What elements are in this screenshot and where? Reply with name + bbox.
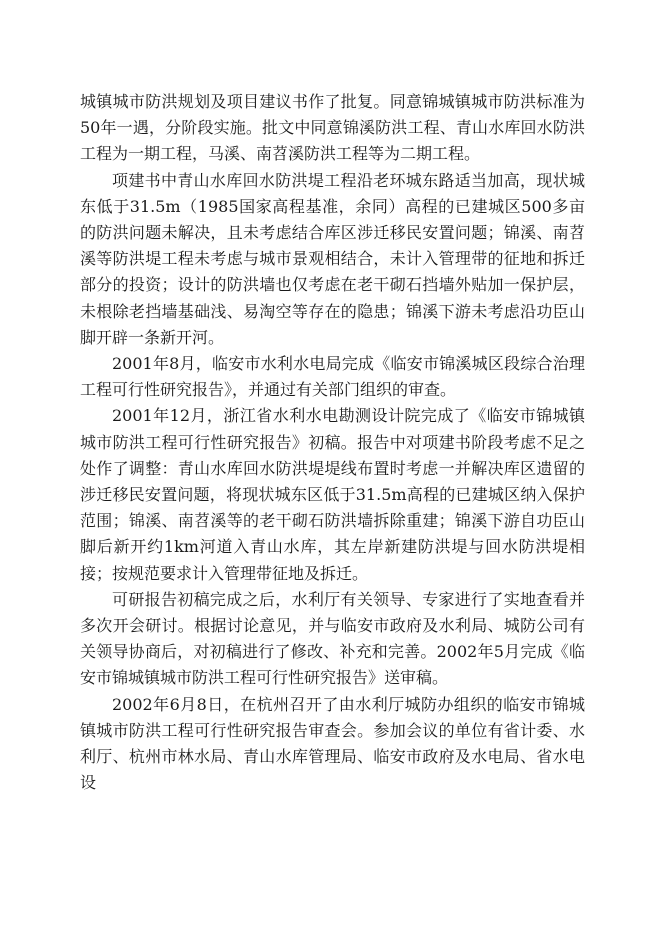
paragraph-1: 城镇城市防洪规划及项目建议书作了批复。同意锦城镇城市防洪标准为50年一遇，分阶段实施。批文中同意锦溪防洪工程、青山水库回水防洪工程为一期工程，马溪、南苕溪防洪工程等为二期工程。 [80,92,585,164]
document-body [80,89,585,796]
paragraph-2: 项建书中青山水库回水防洪堤工程沿老环城东路适当加高，现状城东低于31.5m（1985国家高程基准，余同）高程的已建城区500多亩的防洪问题未解决，且未考虑结合库区涉迁移民安置问题；锦溪、南苕溪等防洪堤工程未考虑与城市景观相结合，未计入管理带的征地和拆迁部分的投资；设计的防洪墙也仅考虑在老干砌石挡墙外贴加一保护层，未根除老挡墙基础浅、易淘空等存在的隐患；锦溪下游未考虑沿功臣山脚开辟一条新开河。 [80,170,585,347]
paragraph-6: 2002年6月8日，在杭州召开了由水利厅城防办组织的临安市锦城镇城市防洪工程可行性研究报告审查会。参加会议的单位有省计委、水利厅、杭州市林水局、青山水库管理局、临安市政府及水电局、省水电设 [80,694,585,793]
paragraph-3: 2001年8月，临安市水利水电局完成《临安市锦溪城区段综合治理工程可行性研究报告》，并通过有关部门组织的审查。 [80,354,585,400]
paragraph-4: 2001年12月，浙江省水利水电勘测设计院完成了《临安市锦城镇城市防洪工程可行性研究报告》初稿。报告中对项建书阶段考虑不足之处作了调整：青山水库回水防洪堤堤线布置时考虑一并解决库区遗留的涉迁移民安置问题，将现状城东区低于31.5m高程的已建城区纳入保护范围；锦溪、南苕溪等的老干砌石防洪墙拆除重建；锦溪下游自功臣山脚后新开约1km河道入青山水库，其左岸新建防洪堤与回水防洪堤相接；按规范要求计入管理带征地及拆迁。 [80,406,585,583]
paragraph-5: 可研报告初稿完成之后，水利厅有关领导、专家进行了实地查看并多次开会研讨。根据讨论意见，并与临安市政府及水利局、城防公司有关领导协商后，对初稿进行了修改、补充和完善。2002年5月完成《临安市锦城镇城市防洪工程可行性研究报告》送审稿。 [80,589,585,688]
